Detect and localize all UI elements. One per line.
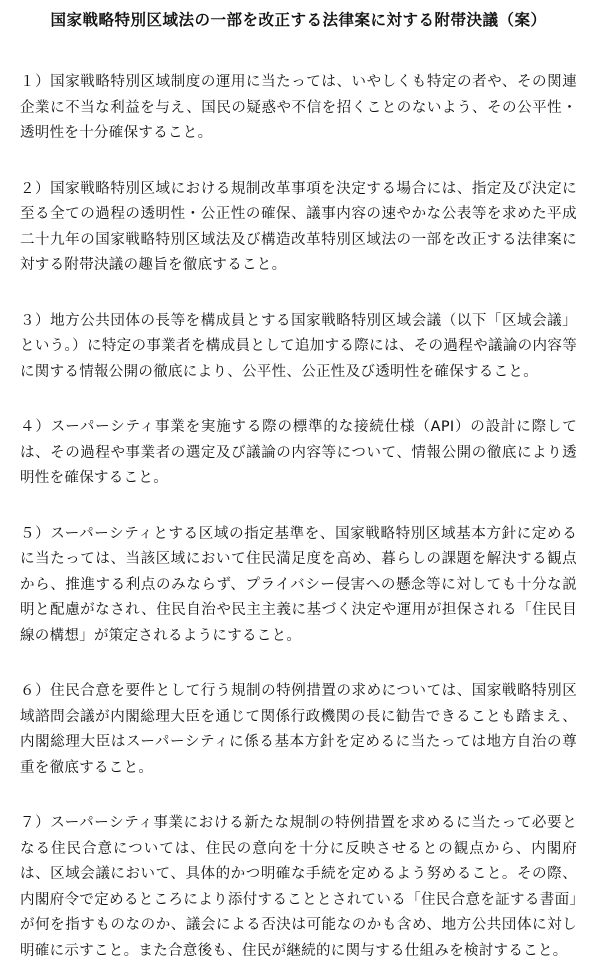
resolution-list: [20, 70, 577, 964]
document-title: 国家戦略特別区域法の一部を改正する法律案に対する附帯決議（案）: [50, 11, 547, 29]
resolution-item-6: ６）住民合意を要件として行う規制の特例措置の求めについては、国家戦略特別区域諮問会議が内閣総理大臣を通じて関係行政機関の長に勧告できることも踏まえ、内閣総理大臣はスーパーシティに係る基本方針を定めるに当たっては地方自治の尊重を徹底すること。: [20, 683, 577, 776]
resolution-item-1: １）国家戦略特別区域制度の運用に当たっては、いやしくも特定の者や、その関連企業に不当な利益を与え、国民の疑惑や不信を招くことのないよう、その公平性・透明性を十分確保すること。: [20, 74, 577, 141]
resolution-item-5: ５）スーパーシティとする区域の指定基準を、国家戦略特別区域基本方針に定めるに当たっては、当該区域において住民満足度を高め、暮らしの課題を解決する観点から、推進する利点のみならず、プライバシー侵害への懸念等に対しても十分な説明と配慮がなされ、住民自治や民主主義に基づく決定や運用が担保される「住民目線の構想」が策定されるようにすること。: [20, 525, 577, 644]
resolution-item-3: ３）地方公共団体の長等を構成員とする国家戦略特別区域会議（以下「区域会議」という。）に特定の事業者を構成員として追加する際には、その過程や議論の内容等に関する情報公開の徹底により、公平性、公正性及び透明性を確保すること。: [20, 312, 577, 380]
resolution-item-4: ４）スーパーシティ事業を実施する際の標準的な接続仕様（API）の設計に際しては、その過程や事業者の選定及び議論の内容等について、情報公開の徹底により透明性を確保すること。: [20, 419, 577, 486]
resolution-item-7: ７）スーパーシティ事業における新たな規制の特例措置を求めるに当たって必要となる住民合意については、住民の意向を十分に反映させるとの観点から、内閣府は、区域会議において、具体的かつ明確な手続を定めるよう努めること。その際、内閣府令で定めるところにより添付することとされている「住民合意を証する書面」が何を指すものなのか、議会による否決は可能なのかも含め、地方公共団体に対し明確に示すこと。また合意後も、住民が継続的に関与する仕組みを検討すること。: [20, 815, 577, 959]
resolution-item-2: ２）国家戦略特別区域における規制改革事項を決定する場合には、指定及び決定に至る全ての過程の透明性・公正性の確保、議事内容の速やかな公表等を求めた平成二十九年の国家戦略特別区域法及び構造改革特別区域法の一部を改正する法律案に対する附帯決議の趣旨を徹底すること。: [20, 180, 577, 273]
